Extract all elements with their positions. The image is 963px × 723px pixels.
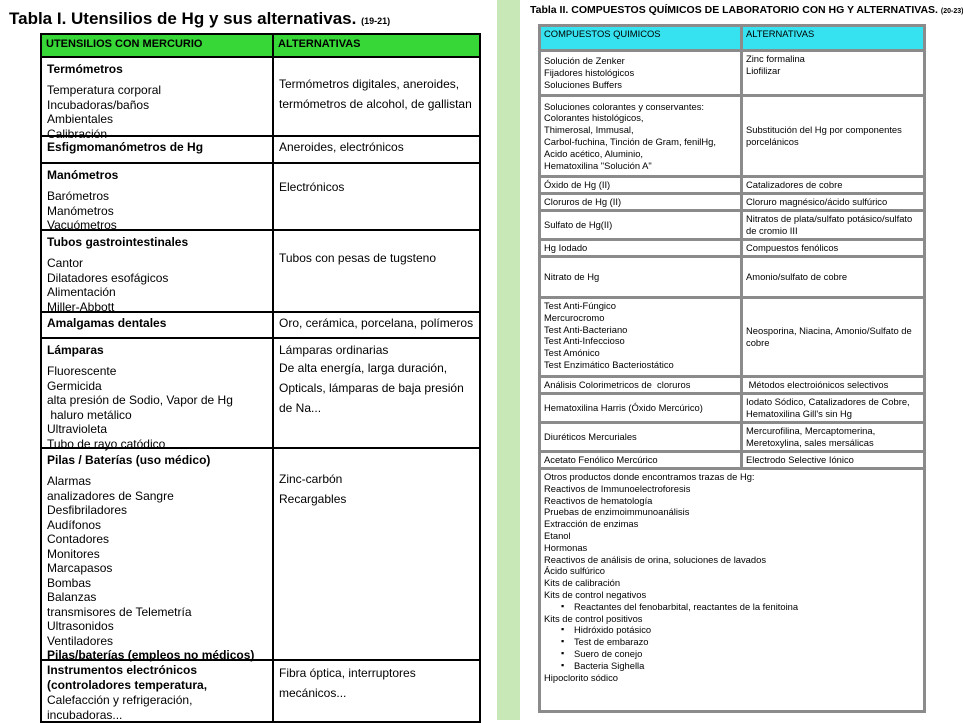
table2-row	[541, 97, 923, 178]
item: analizadores de Sangre	[47, 488, 174, 503]
table1	[40, 33, 481, 723]
alternative: De alta energía, larga duración,	[279, 360, 448, 375]
compound: Hematoxilina Harris (Óxido Mercúrico)	[544, 402, 703, 414]
others-item: Kits de control positivos	[544, 612, 643, 624]
compound: Colorantes histológicos,	[544, 112, 644, 124]
divider-strip	[497, 0, 520, 720]
others-item: Reactivos de Immunoelectroforesis	[544, 482, 691, 494]
item: Audífonos	[47, 517, 102, 532]
alternative: Zinc-carbón	[279, 472, 343, 486]
item: Alarmas	[47, 474, 92, 488]
table2-row	[541, 178, 923, 195]
others-item: Reactivos de análisis de orina, soluciones de lavados	[544, 553, 767, 565]
table2	[538, 24, 926, 713]
compound: Sulfato de Hg(II)	[544, 219, 613, 231]
table2-col2-header: ALTERNATIVAS	[746, 28, 815, 39]
group-label: Pilas / Baterías (uso médico)	[47, 453, 211, 467]
group-label: Instrumentos electrónicos	[47, 663, 198, 677]
item: alta presión de Sodio, Vapor de Hg	[47, 393, 233, 407]
group-label: Termómetros	[47, 62, 123, 76]
item: Calibración	[47, 126, 108, 141]
alternative: Compuestos fenólicos	[746, 242, 839, 254]
group-label: Tubos gastrointestinales	[47, 235, 189, 249]
group-label: (controladores temperatura,	[47, 678, 208, 692]
table1-col1-header: UTENSILIOS CON MERCURIO	[42, 35, 274, 56]
compound: Nitrato de Hg	[544, 271, 600, 283]
alternative: Opticals, lámparas de baja presión	[279, 380, 464, 395]
alternative: Tubos con pesas de tugsteno	[279, 251, 436, 265]
alternative: de cromio III	[746, 225, 798, 236]
item: Incubadoras/baños	[47, 97, 150, 112]
compound: Thimerosal, Immusal,	[544, 124, 634, 136]
item: Bombas	[47, 575, 92, 590]
compound: Soluciones Buffers	[544, 78, 622, 90]
table1-title: Tabla I. Utensilios de Hg y sus alternativas. (19-21)	[9, 9, 391, 28]
compound: Test Anti-Fúngico	[544, 300, 616, 311]
item: Miller-Abbott	[47, 299, 115, 314]
table2-ref: (20-23)	[940, 8, 963, 15]
others-item: Hormonas	[544, 541, 588, 553]
compound: Diuréticos Mercuriales	[544, 431, 637, 443]
item: Temperatura corporal	[47, 83, 162, 97]
table2-row	[541, 258, 923, 299]
item: Barómetros	[47, 189, 110, 203]
compound: Fijadores histológicos	[544, 67, 635, 79]
table2-title: Tabla II. COMPUESTOS QUÍMICOS DE LABORATORIO CON HG Y ALTERNATIVAS. (20-23)	[530, 4, 963, 16]
alternative: Neosporina, Niacina, Amonio/Sulfato de	[746, 325, 912, 337]
table2-row	[541, 378, 923, 395]
alternative: Oro, cerámica, porcelana, polímeros	[279, 316, 474, 330]
table1-row	[42, 339, 479, 449]
item: incubadoras...	[47, 707, 123, 722]
alternative: de Na...	[279, 400, 322, 415]
table1-row	[42, 661, 479, 721]
alternative: Mercurofilina, Mercaptomerina,	[746, 425, 876, 437]
compound: Cloruros de Hg (II)	[544, 196, 622, 208]
others-bullet-item: ▪ Reactantes del fenobarbital, reactantes de la fenitoina	[544, 601, 920, 613]
others-item: Etanol	[544, 529, 571, 541]
compound: Test Enzimático Bacteriostático	[544, 358, 674, 370]
compound: Carbol-fuchina, Tinción de Gram, fenilHg,	[544, 136, 716, 147]
alternative: Substitución del Hg por componentes	[746, 124, 902, 136]
group-label: Lámparas	[47, 343, 104, 357]
table2-col1-header: COMPUESTOS QUIMICOS	[544, 28, 661, 39]
alternative: Aneroides, electrónicos	[279, 140, 404, 154]
item: Marcapasos	[47, 561, 113, 575]
item: Ultravioleta	[47, 422, 108, 436]
item: Tubo de rayo catódico	[47, 436, 166, 451]
table2-row	[541, 453, 923, 470]
alternative: Métodos electroiónicos selectivos	[746, 379, 889, 391]
alternative: Nitratos de plata/sulfato potásico/sulfato	[746, 213, 913, 225]
compound: Hematoxilina "Solución A"	[544, 159, 652, 171]
table2-row	[541, 299, 923, 378]
others-item: Kits de calibración	[544, 577, 621, 589]
alternative: cobre	[746, 337, 770, 348]
table1-header	[42, 35, 479, 58]
alternative: Recargables	[279, 492, 347, 506]
compound: Solución de Zenker	[544, 55, 625, 67]
group-label: Amalgamas dentales	[47, 316, 167, 330]
alternative: porcelánicos	[746, 136, 799, 147]
compound: Óxido de Hg (II)	[544, 179, 611, 191]
group-label: Esfigmomanómetros de Hg	[47, 140, 204, 154]
item: Desfibriladores	[47, 503, 128, 517]
compound: Test Anti-Infeccioso	[544, 335, 625, 347]
others-bullet-item: ▪ Test de embarazo	[544, 636, 920, 648]
item: Manómetros	[47, 203, 114, 218]
table1-row	[42, 164, 479, 231]
alternative: Electrodo Selective Iónico	[746, 454, 854, 466]
table2-row	[541, 212, 923, 241]
table2-row	[541, 195, 923, 212]
alternative: Lámparas ordinarias	[279, 343, 389, 357]
others-bullet-item: ▪ Bacteria Sighella	[544, 660, 920, 672]
table2-row	[541, 52, 923, 97]
table1-row	[42, 58, 479, 141]
alternative: Fibra óptica, interruptores	[279, 666, 416, 680]
item: Balanzas	[47, 590, 97, 604]
compound: Análisis Colorimetricos de cloruros	[544, 379, 691, 391]
compound: Test Anti-Bacteriano	[544, 323, 628, 335]
compound: Hg Iodado	[544, 242, 588, 254]
item: Ventiladores	[47, 633, 114, 648]
alternative: Iodato Sódico, Catalizadores de Cobre,	[746, 396, 910, 408]
table1-row	[42, 449, 479, 661]
table2-row	[541, 241, 923, 258]
group-label: Pilas/baterías (empleos no médicos)	[47, 648, 255, 662]
alternative: Electrónicos	[279, 180, 345, 194]
compound: Mercurocromo	[544, 311, 605, 323]
table1-row	[42, 137, 479, 164]
alternative: Amonio/sulfato de cobre	[746, 271, 848, 283]
compound: Acetato Fenólico Mercúrico	[544, 454, 658, 466]
item: Alimentación	[47, 285, 116, 299]
item: Calefacción y refrigeración,	[47, 693, 193, 707]
compound: Soluciones colorantes y conservantes:	[544, 100, 704, 112]
compound: Test Amónico	[544, 347, 600, 359]
alternative: Liofilizar	[746, 64, 781, 76]
item: Fluorescente	[47, 364, 117, 378]
others-item: Pruebas de enzimoimmunoanálisis	[544, 506, 690, 518]
others-item: Kits de control negativos	[544, 588, 647, 600]
table1-col2-header: ALTERNATIVAS	[278, 38, 361, 50]
item: Germicida	[47, 378, 102, 393]
item: Contadores	[47, 532, 110, 546]
others-item: Hipoclorito sódico	[544, 671, 618, 683]
others-item: Extracción de enzimas	[544, 518, 639, 530]
item: Ambientales	[47, 112, 114, 126]
others-item: Reactivos de hematología	[544, 494, 653, 506]
alternative: Catalizadores de cobre	[746, 179, 843, 191]
item: haluro metálico	[47, 407, 132, 422]
table1-ref: (19-21)	[361, 16, 391, 26]
item: transmisores de Telemetría	[47, 604, 192, 619]
table1-row	[42, 313, 479, 339]
table1-row	[42, 231, 479, 313]
alternative: Termómetros digitales, aneroides,	[279, 77, 460, 91]
group-label: Manómetros	[47, 168, 119, 182]
item: Dilatadores esofágicos	[47, 270, 169, 285]
compound: Acido acético, Aluminio,	[544, 147, 644, 159]
alternative: termómetros de alcohol, de gallistan	[279, 97, 472, 111]
others-bullet-item: ▪ Hidróxido potásico	[544, 624, 920, 636]
alternative: Hematoxilina Gill's sin Hg	[746, 408, 852, 419]
alternative: Zinc formalina	[746, 53, 805, 64]
table2-row	[541, 424, 923, 453]
item: Vacuómetros	[47, 218, 117, 232]
others-heading: Otros productos donde encontramos trazas de Hg:	[544, 471, 755, 482]
item: Cantor	[47, 256, 84, 270]
alternative: mecánicos...	[279, 686, 347, 700]
table2-others-row	[541, 470, 923, 710]
others-bullet-item: ▪ Suero de conejo	[544, 648, 920, 660]
item: Monitores	[47, 546, 100, 561]
others-item: Ácido sulfúrico	[544, 565, 605, 577]
alternative: Meretoxylina, sales mersálicas	[746, 437, 874, 448]
item: Ultrasonidos	[47, 619, 114, 633]
table2-header	[541, 27, 923, 52]
alternative: Cloruro magnésico/ácido sulfúrico	[746, 196, 888, 208]
table2-row	[541, 395, 923, 424]
